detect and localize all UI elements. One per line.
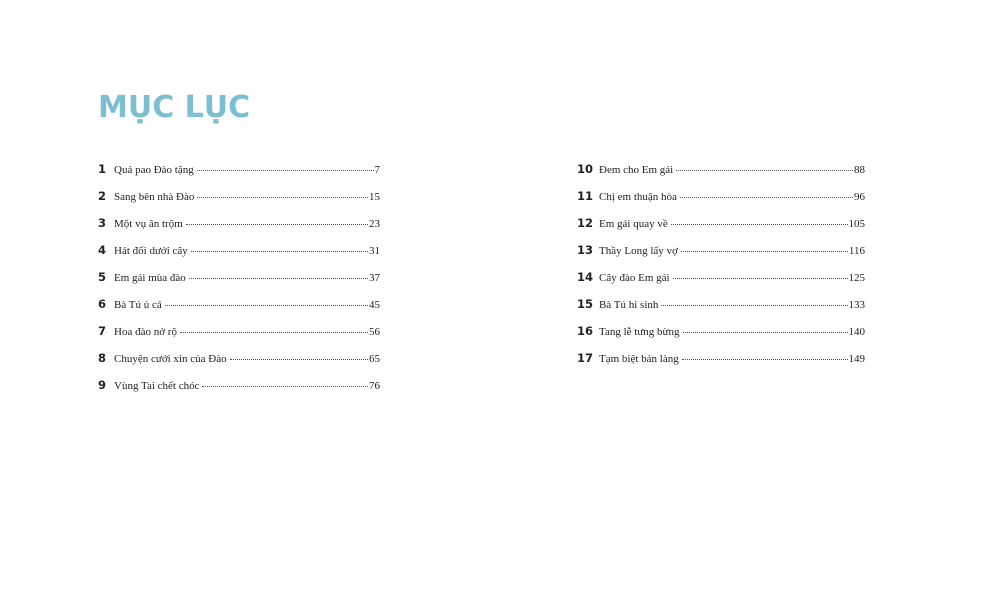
page-number: 31 <box>369 245 380 257</box>
page-number: 15 <box>369 191 380 203</box>
toc-entry[interactable] <box>98 243 380 270</box>
chapter-title: Bà Tú ủ cá <box>114 299 162 311</box>
page-number: 23 <box>369 218 380 230</box>
page-number: 76 <box>369 380 380 392</box>
toc-entry[interactable] <box>98 189 380 216</box>
toc-entry[interactable] <box>577 351 865 378</box>
chapter-title: Hoa đào nở rộ <box>114 326 177 338</box>
dot-leader <box>191 251 368 252</box>
toc-entry[interactable] <box>577 297 865 324</box>
chapter-number: 4 <box>98 243 107 257</box>
toc-entry[interactable] <box>577 243 865 270</box>
dot-leader <box>230 359 368 360</box>
dot-leader <box>681 251 848 252</box>
chapter-number: 2 <box>98 189 107 203</box>
toc-entry[interactable] <box>577 216 865 243</box>
page-number: 56 <box>369 326 380 338</box>
chapter-title: Quả pao Đào tặng <box>114 164 194 176</box>
chapter-number: 16 <box>577 324 594 338</box>
dot-leader <box>186 224 368 225</box>
chapter-title: Chị em thuận hòa <box>599 191 677 203</box>
chapter-number: 13 <box>577 243 594 257</box>
chapter-number: 15 <box>577 297 594 311</box>
page-number: 45 <box>369 299 380 311</box>
dot-leader <box>680 197 853 198</box>
toc-entry[interactable] <box>98 162 380 189</box>
dot-leader <box>180 332 368 333</box>
dot-leader <box>202 386 368 387</box>
chapter-number: 17 <box>577 351 594 365</box>
chapter-title: Sang bên nhà Đào <box>114 191 195 203</box>
page-number: 7 <box>374 164 380 176</box>
chapter-title: Chuyện cưới xin của Đào <box>114 353 227 365</box>
chapter-title: Cây đào Em gái <box>599 272 670 284</box>
chapter-title: Tang lễ tưng bừng <box>599 326 680 338</box>
chapter-number: 9 <box>98 378 107 392</box>
chapter-title: Em gái quay về <box>599 218 668 230</box>
chapter-title: Tạm biệt bản làng <box>599 353 679 365</box>
page-number: 96 <box>854 191 865 203</box>
dot-leader <box>671 224 848 225</box>
page-number: 133 <box>848 299 865 311</box>
toc-entry[interactable] <box>577 189 865 216</box>
chapter-number: 1 <box>98 162 107 176</box>
chapter-number: 14 <box>577 270 594 284</box>
chapter-title: Hát đối dưới cây <box>114 245 188 257</box>
toc-entry[interactable] <box>98 378 380 405</box>
dot-leader <box>661 305 847 306</box>
chapter-number: 11 <box>577 189 594 203</box>
page-number: 37 <box>369 272 380 284</box>
dot-leader <box>165 305 368 306</box>
page-title: MỤC LỤC <box>98 90 251 125</box>
page-number: 88 <box>854 164 865 176</box>
chapter-title: Em gái mùa đào <box>114 272 186 284</box>
chapter-title: Thầy Long lấy vợ <box>599 245 678 257</box>
chapter-number: 12 <box>577 216 594 230</box>
toc-entry[interactable] <box>577 324 865 351</box>
page-number: 116 <box>848 245 865 257</box>
dot-leader <box>683 332 848 333</box>
chapter-number: 7 <box>98 324 107 338</box>
chapter-title: Bà Tú hi sinh <box>599 299 659 311</box>
dot-leader <box>197 197 368 198</box>
chapter-title: Một vụ ăn trộm <box>114 218 183 230</box>
chapter-number: 8 <box>98 351 107 365</box>
chapter-number: 3 <box>98 216 107 230</box>
toc-entry[interactable] <box>577 270 865 297</box>
dot-leader <box>676 170 853 171</box>
toc-entry[interactable] <box>98 216 380 243</box>
dot-leader <box>189 278 368 279</box>
dot-leader <box>673 278 848 279</box>
toc-entry[interactable] <box>577 162 865 189</box>
page-number: 105 <box>848 218 865 230</box>
toc-right-column <box>577 162 865 378</box>
chapter-number: 5 <box>98 270 107 284</box>
chapter-number: 10 <box>577 162 594 176</box>
toc-entry[interactable] <box>98 351 380 378</box>
page-number: 149 <box>848 353 865 365</box>
page-number: 125 <box>848 272 865 284</box>
dot-leader <box>197 170 374 171</box>
toc-left-column <box>98 162 380 405</box>
chapter-number: 6 <box>98 297 107 311</box>
toc-entry[interactable] <box>98 297 380 324</box>
toc-entry[interactable] <box>98 324 380 351</box>
chapter-title: Vùng Tai chết chóc <box>114 380 200 392</box>
toc-entry[interactable] <box>98 270 380 297</box>
chapter-title: Đem cho Em gái <box>599 164 674 176</box>
page-number: 65 <box>369 353 380 365</box>
dot-leader <box>682 359 848 360</box>
page-number: 140 <box>848 326 865 338</box>
